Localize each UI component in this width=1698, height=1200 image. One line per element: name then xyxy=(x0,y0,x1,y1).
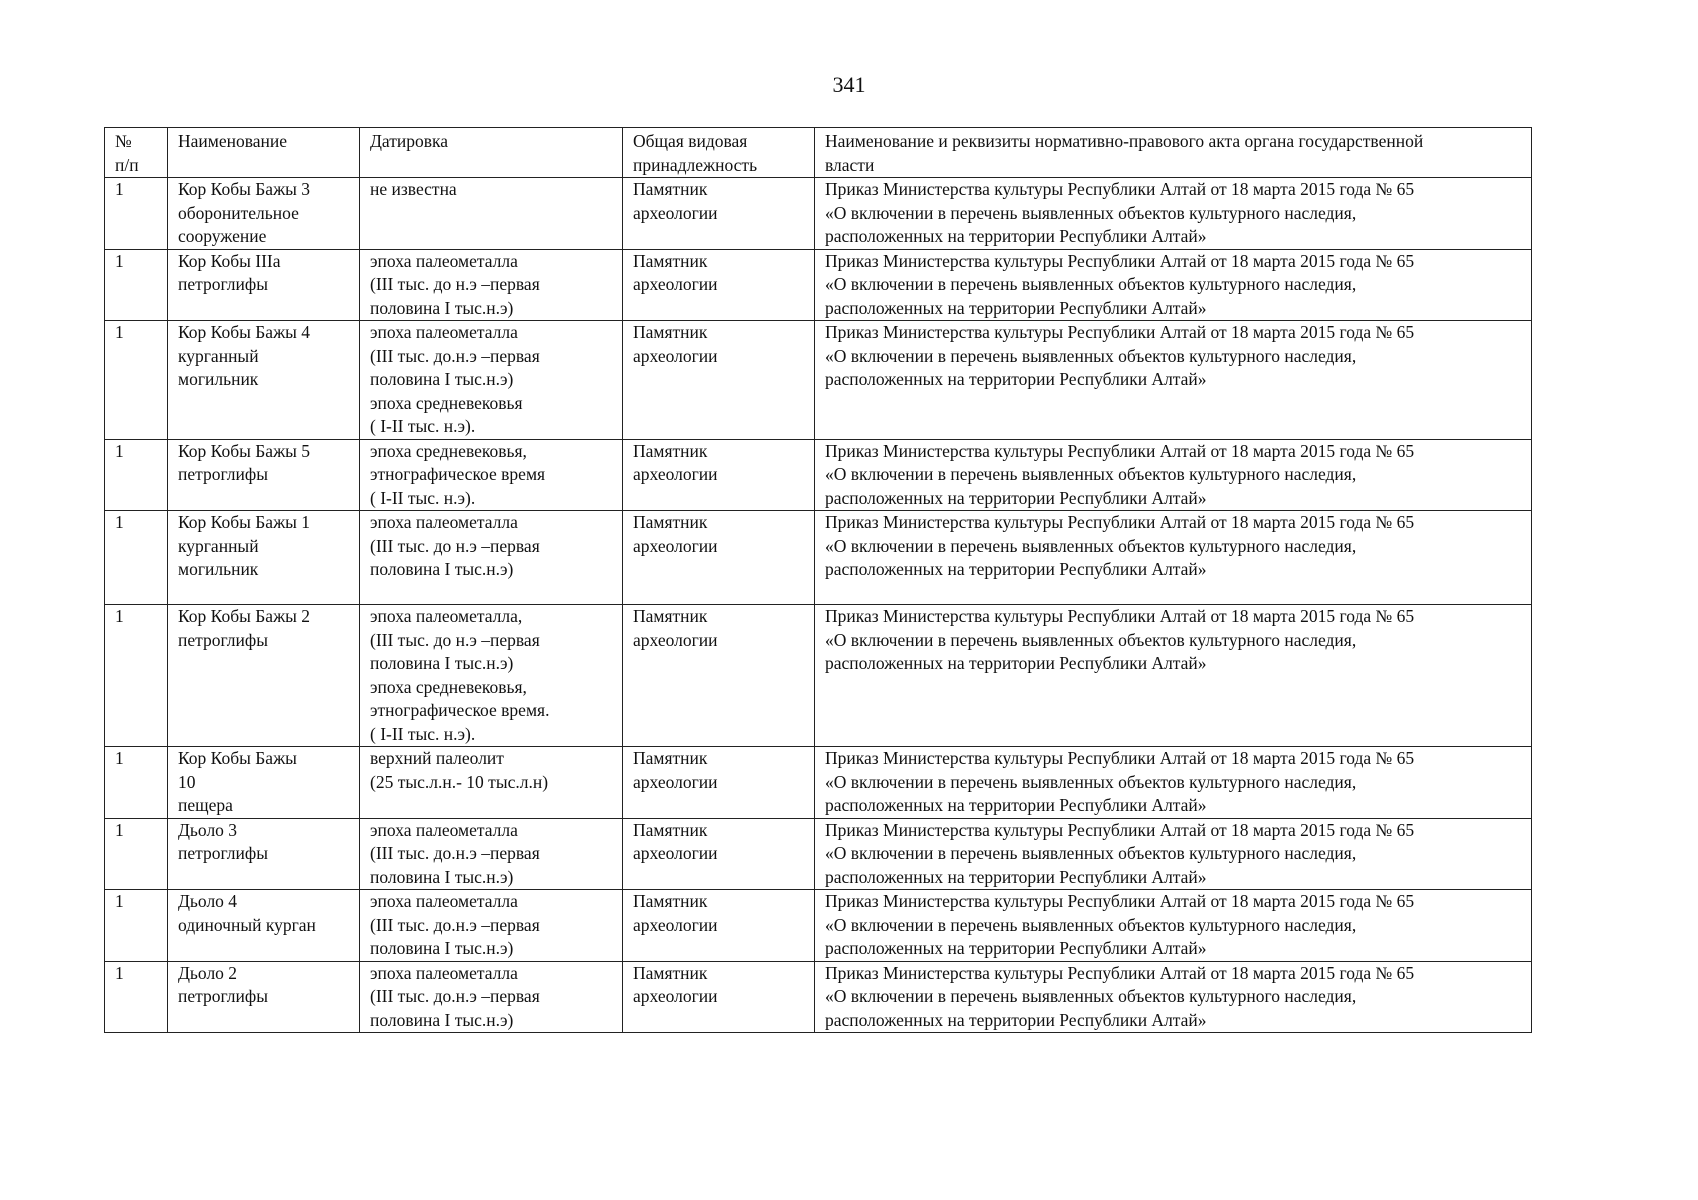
cell-type: Памятник археологии xyxy=(623,511,815,605)
cell-legal-act: Приказ Министерства культуры Республики Алтай от 18 марта 2015 года № 65 «О включении в перечень выявленных объектов культурного наследия, расположенных на территории Республики Алтай» xyxy=(815,439,1532,511)
header-type: Общая видовая принадлежность xyxy=(623,128,815,178)
cell-name: Кор Кобы IIIа петроглифы xyxy=(168,249,360,321)
cell-dating: не известна xyxy=(360,178,623,250)
table-row xyxy=(105,178,1532,250)
cell-legal-act: Приказ Министерства культуры Республики Алтай от 18 марта 2015 года № 65 «О включении в перечень выявленных объектов культурного наследия, расположенных на территории Республики Алтай» xyxy=(815,321,1532,440)
cell-number: 1 xyxy=(105,511,168,605)
cell-name: Кор Кобы Бажы 2 петроглифы xyxy=(168,605,360,747)
table-row xyxy=(105,961,1532,1033)
cell-dating: эпоха палеометалла (III тыс. до н.э –первая половина I тыс.н.э) xyxy=(360,249,623,321)
cell-number: 1 xyxy=(105,961,168,1033)
cell-legal-act: Приказ Министерства культуры Республики Алтай от 18 марта 2015 года № 65 «О включении в перечень выявленных объектов культурного наследия, расположенных на территории Республики Алтай» xyxy=(815,249,1532,321)
table-row xyxy=(105,747,1532,819)
table-row xyxy=(105,249,1532,321)
cell-type: Памятник археологии xyxy=(623,890,815,962)
table-row xyxy=(105,511,1532,605)
cell-number: 1 xyxy=(105,249,168,321)
cell-legal-act: Приказ Министерства культуры Республики Алтай от 18 марта 2015 года № 65 «О включении в перечень выявленных объектов культурного наследия, расположенных на территории Республики Алтай» xyxy=(815,818,1532,890)
cell-dating: верхний палеолит (25 тыс.л.н.- 10 тыс.л.н) xyxy=(360,747,623,819)
cell-dating: эпоха палеометалла (III тыс. до н.э –первая половина I тыс.н.э) xyxy=(360,511,623,605)
cell-name: Дьоло 2 петроглифы xyxy=(168,961,360,1033)
cell-dating: эпоха палеометалла, (III тыс. до н.э –первая половина I тыс.н.э) эпоха средневековья, этнографическое время. ( I-II тыс. н.э). xyxy=(360,605,623,747)
cell-type: Памятник археологии xyxy=(623,961,815,1033)
cell-name: Кор Кобы Бажы 4 курганный могильник xyxy=(168,321,360,440)
cell-number: 1 xyxy=(105,747,168,819)
header-legal-act: Наименование и реквизиты нормативно-правового акта органа государственной власти xyxy=(815,128,1532,178)
cell-number: 1 xyxy=(105,818,168,890)
page-number: 341 xyxy=(832,72,866,97)
cell-type: Памятник археологии xyxy=(623,178,815,250)
cell-type: Памятник археологии xyxy=(623,818,815,890)
cell-dating: эпоха палеометалла (III тыс. до.н.э –первая половина I тыс.н.э) эпоха средневековья ( I-II тыс. н.э). xyxy=(360,321,623,440)
cell-type: Памятник археологии xyxy=(623,439,815,511)
table-row xyxy=(105,605,1532,747)
cell-type: Памятник археологии xyxy=(623,249,815,321)
cell-dating: эпоха палеометалла (III тыс. до.н.э –первая половина I тыс.н.э) xyxy=(360,890,623,962)
cell-number: 1 xyxy=(105,439,168,511)
cell-legal-act: Приказ Министерства культуры Республики Алтай от 18 марта 2015 года № 65 «О включении в перечень выявленных объектов культурного наследия, расположенных на территории Республики Алтай» xyxy=(815,605,1532,747)
cell-number: 1 xyxy=(105,890,168,962)
header-dating: Датировка xyxy=(360,128,623,178)
cell-number: 1 xyxy=(105,178,168,250)
cell-type: Памятник археологии xyxy=(623,605,815,747)
cell-name: Кор Кобы Бажы 3 оборонительное сооружение xyxy=(168,178,360,250)
cell-name: Кор Кобы Бажы 10 пещера xyxy=(168,747,360,819)
cell-number: 1 xyxy=(105,605,168,747)
cell-type: Памятник археологии xyxy=(623,321,815,440)
table-header-row xyxy=(105,128,1532,178)
header-number: № п/п xyxy=(105,128,168,178)
cell-number: 1 xyxy=(105,321,168,440)
cell-name: Кор Кобы Бажы 1 курганный могильник xyxy=(168,511,360,605)
cell-legal-act: Приказ Министерства культуры Республики Алтай от 18 марта 2015 года № 65 «О включении в перечень выявленных объектов культурного наследия, расположенных на территории Республики Алтай» xyxy=(815,511,1532,605)
cell-name: Дьоло 4 одиночный курган xyxy=(168,890,360,962)
cell-legal-act: Приказ Министерства культуры Республики Алтай от 18 марта 2015 года № 65 «О включении в перечень выявленных объектов культурного наследия, расположенных на территории Республики Алтай» xyxy=(815,890,1532,962)
cell-name: Кор Кобы Бажы 5 петроглифы xyxy=(168,439,360,511)
heritage-objects-table xyxy=(104,127,1532,1033)
cell-dating: эпоха палеометалла (III тыс. до.н.э –первая половина I тыс.н.э) xyxy=(360,818,623,890)
table-row xyxy=(105,890,1532,962)
table-row xyxy=(105,321,1532,440)
cell-legal-act: Приказ Министерства культуры Республики Алтай от 18 марта 2015 года № 65 «О включении в перечень выявленных объектов культурного наследия, расположенных на территории Республики Алтай» xyxy=(815,178,1532,250)
cell-dating: эпоха средневековья, этнографическое время ( I-II тыс. н.э). xyxy=(360,439,623,511)
cell-legal-act: Приказ Министерства культуры Республики Алтай от 18 марта 2015 года № 65 «О включении в перечень выявленных объектов культурного наследия, расположенных на территории Республики Алтай» xyxy=(815,747,1532,819)
table-row xyxy=(105,439,1532,511)
header-name: Наименование xyxy=(168,128,360,178)
cell-dating: эпоха палеометалла (III тыс. до.н.э –первая половина I тыс.н.э) xyxy=(360,961,623,1033)
table-row xyxy=(105,818,1532,890)
cell-legal-act: Приказ Министерства культуры Республики Алтай от 18 марта 2015 года № 65 «О включении в перечень выявленных объектов культурного наследия, расположенных на территории Республики Алтай» xyxy=(815,961,1532,1033)
cell-type: Памятник археологии xyxy=(623,747,815,819)
cell-name: Дьоло 3 петроглифы xyxy=(168,818,360,890)
